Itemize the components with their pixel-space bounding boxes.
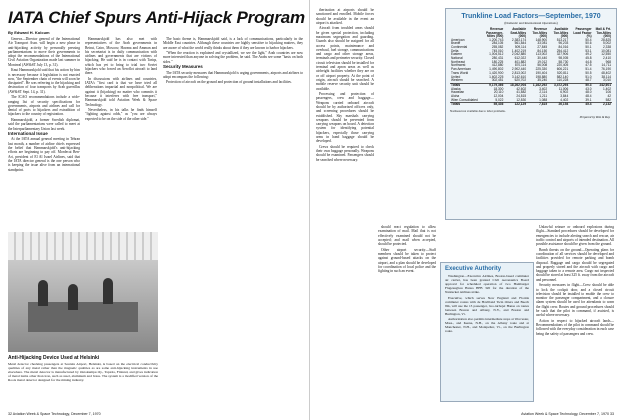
- table-cell: 38,114: [601, 74, 611, 79]
- table-cell: 20,110: [493, 90, 504, 95]
- table-cell: 41,882: [516, 90, 527, 95]
- paragraph: Other airport security—Staff members should be taken to protect against ground-based attacks on the airport, and a plan should be developed for coordination of local police and the fighting in such an event.: [378, 247, 436, 274]
- paragraph: Action in respect to hijacked aircraft lands—Recommendations of the pilot in command should be followed with the everyday consideration in each case being the safety of passengers and crew.: [536, 318, 614, 336]
- right-column-3: [536, 225, 614, 405]
- table-cell: 6,902: [560, 90, 569, 95]
- table-cell: 745,010: [491, 48, 504, 53]
- table-cell: 870,114: [514, 63, 527, 68]
- table-cell: 26,154: [548, 103, 569, 107]
- table-cell: 48,402: [601, 70, 611, 75]
- article-headline: IATA Chief Spurs Anti-Hijack Program: [8, 8, 305, 27]
- table-cell: 284,105: [491, 41, 504, 46]
- table-cell: 45.8: [585, 56, 592, 61]
- table-cell: 968: [605, 59, 611, 64]
- table-cell: 401,882: [514, 59, 527, 64]
- table-cell: 10,081: [601, 48, 611, 53]
- article-byline: By Edward H. Kolcum: [8, 30, 50, 35]
- paragraph: The IATA security measures that Hammarskjold is urging governments, airports and airlines to adopt encompass the following:: [163, 70, 303, 79]
- table-cell: 302,451: [491, 78, 504, 83]
- paragraph: Hammarskjold has also met with representatives of the Arab governments in Beirut, Cairo, Moscow, Havana and Amman and his secretariat is in daily communication with airlines and governments that are victims of hijacking. He said he is in contact with Tariqs, which has yet to bring to trial two Soviet hijackers who forced an Aeroflot aircraft to land there.: [85, 37, 157, 76]
- table-cell: 242,601: [593, 83, 612, 87]
- table-cell: 620,702: [514, 78, 527, 83]
- table-cell: United: [451, 74, 461, 79]
- paragraph: Crews should be required to check their own baggage personally. Weapons should be examined. Passengers should be searched where necessary.: [316, 144, 374, 162]
- table-cell: 50.6: [585, 41, 592, 46]
- person-figure: [68, 284, 78, 310]
- table-note: Northeast not available due to labor problems.: [450, 109, 506, 114]
- table-cell: 12,004: [493, 94, 504, 99]
- table-cell: Trans World: [451, 70, 469, 75]
- table-cell: Western: [451, 78, 463, 83]
- paragraph: Authorization also permits intermediate stops at Worcester, Mass., and Keene, N.H., on the Albany route and at Manchester, N.H., and Montpelier, Vt., on the Burlington route.: [445, 317, 529, 333]
- table-cell: 7,815: [527, 103, 548, 107]
- table-cell: 3,142,610: [511, 74, 527, 79]
- table-cell: 42: [607, 94, 611, 99]
- table-cell: 30,440: [537, 56, 548, 61]
- table-cell: 50.4: [585, 37, 592, 42]
- table-cell: 2,114: [539, 90, 548, 95]
- table-cell: 48.0: [585, 90, 592, 95]
- caption-text: Metal detector checking passengers at Seutula Airport, Helsinki, is based on the electrical conductivity qualities of any metal rather than the magnetic qualities as are some anti-hijacking instruments in use elsewhere. The metal detector is manufactured by Outokumpu Oy., Tapiola, Finland, and gives indication of metal items other than iron, such as steel, aluminum and brass. The system is a modified version of the Roots metal detector designed for the mining industry.: [8, 362, 158, 383]
- table-cell: 28,825: [601, 37, 611, 42]
- table-cell: 55,436: [479, 103, 505, 107]
- paragraph: The basic theme is, Hammarskjold said, is a lack of communications, particularly in the Middle East countries. Although these countries are highly sensitive to hijacking matters, they are aware of what the world really thinks about them if they are known to harbor hijackers.: [163, 37, 303, 50]
- table-cell: Continental: [451, 44, 468, 49]
- table-cell: 43.0: [585, 86, 592, 91]
- paragraph: Security measures in flight—Crew should be able to lock the cockpit door, and a closed circuit television should be installed to enable the crew to monitor the passenger compartment, and a closure alarm system should be used for attendants to warn the flight crew. Routes and ground procedures should be such that the pilot in command, if assisted, is useful where necessary.: [536, 283, 614, 318]
- table-cell: 2,902,440: [511, 67, 527, 72]
- table-header-cell: Passenger Load Factor (%): [573, 27, 592, 38]
- table-cell: 255,082: [491, 44, 504, 49]
- paragraph: Executive, which serves New England and Florida commuter routes with de Havilland Twin Otters and Beech 99s, will use the 13 passenger, two-turbojet Hansa on routes between Boston and Albany, N.Y., and Boston and Burlington, Vt.: [445, 295, 529, 316]
- table-cell: 33,081: [537, 41, 548, 46]
- table-cell: 39.1: [585, 97, 592, 102]
- table-cell: 45.4: [569, 103, 592, 107]
- table-cell: 42,602: [516, 86, 527, 91]
- table-cell: Northwest: [451, 63, 466, 68]
- table-cell: 582,140: [556, 74, 569, 79]
- table-cell: Pan American: [451, 67, 471, 72]
- table-cell: National: [451, 56, 463, 61]
- table-cell: 2,410: [603, 56, 611, 61]
- table-cell: 2,338: [603, 44, 611, 49]
- table-cell: 280,431: [491, 56, 504, 61]
- paragraph: At the IATA annual general meeting in Tehran last month, a number of airline chiefs expressed the belief that Hammarskjold's anti-hijacking efforts are beginning to pay off. Mordecai Ben-Ari, president of El Al Israel Airlines, said that the IATA director general is the one person who is keeping the issue alive from an international standpoint.: [8, 137, 80, 172]
- table-cell: 1,211: [539, 94, 548, 99]
- table-cell: 12,550: [601, 52, 611, 57]
- table-cell: 1,602,225: [489, 74, 504, 79]
- caption-title: Anti-Hijacking Device Used at Helsinki: [8, 355, 100, 361]
- table-cell: 1,162,292: [527, 83, 548, 87]
- table-cell: 49.2: [585, 52, 592, 57]
- sidebar-text: [441, 274, 533, 333]
- table-cell: 44.8: [585, 59, 592, 64]
- paragraph: Processing and protection of passengers, crew and baggage—Weapons carried onboard aircraft should be by authorized officers only, and screening procedures should be established. Sky marshals carrying weapons should be prevented from carrying weapons on board. A detection system for identifying potential hijackers, especially those carrying arms in hand baggage should be developed.: [316, 92, 374, 144]
- table-cell: 27,845: [537, 44, 548, 49]
- table-cell: American: [451, 37, 465, 42]
- table-cell: 612,022: [514, 56, 527, 61]
- table-cell: 1,088: [539, 97, 548, 102]
- table-title: Trunkline Load Factors—September, 1970: [461, 13, 601, 20]
- table-cell: 110,228: [556, 78, 569, 83]
- table-cell: 76,190: [601, 67, 611, 72]
- table-cell: Braniff: [451, 41, 461, 46]
- table-cell: 5,022: [495, 97, 504, 102]
- paragraph: Aircraft from troubled areas should be given special protection, including maximum segregation and guarding. Guards also should be assigned for all access points, maintenance and overhaul, fuel storage, communications and cargo and other storage areas, terminals and perimeter security. Closed circuit television should be installed for terminal and apron areas as well as airfreight facilities whether they are on or off airport property. At the point of origin, aircraft should be searched. A mobile reserve security unit should be available.: [316, 26, 374, 91]
- table-header-cell: Revenue Ton-Miles (000): [532, 27, 548, 38]
- table-cell: 3,010: [603, 78, 611, 83]
- left-column-2: [85, 37, 157, 122]
- table-header-cell: Available Seat-Miles (000): [510, 27, 527, 38]
- table-cell: 561,844: [514, 41, 527, 46]
- right-column-2: [378, 225, 436, 405]
- section-subhead: International Issue: [8, 130, 48, 136]
- executive-authority-sidebar: [440, 262, 534, 402]
- table-cell: 220,405: [556, 63, 569, 68]
- table-cell: 35,240: [537, 78, 548, 83]
- table-cell: 2,042,880: [511, 52, 527, 57]
- table-cell: 1,402: [603, 86, 611, 91]
- load-factors-table: [450, 28, 612, 107]
- section-subhead: Security Measures: [163, 64, 203, 70]
- table-cell: 4,402: [560, 97, 569, 102]
- table-cell: Aloha: [451, 94, 460, 99]
- table-cell: 14,711: [601, 63, 611, 68]
- table-cell: 96,203: [558, 41, 569, 46]
- paragraph: Washington—Executive Airlines, Boston-based commuter air carrier, has been granted Civil Aeronautics Board approval for scheduled operation of two Hamburger Flugzeugbau Hansa HFB 320 for the duration of the Nantucket Airlines strike.: [445, 274, 529, 294]
- table-cell: 50.5: [585, 70, 592, 75]
- table-cell: 412,880: [491, 63, 504, 68]
- paragraph: The ICAO recommendations include a wide-ranging list of security specifications for governments, airports and airlines and call for denial of ports to hijackers and extradition of hijackers to the country of registration.: [8, 95, 80, 117]
- table-cell: 190,404: [535, 70, 548, 75]
- table-cell: 9,179,366: [479, 83, 505, 87]
- helsinki-airport-photo: [8, 232, 158, 352]
- table-cell: 113,002: [535, 52, 548, 57]
- table-cell: 19,012: [537, 59, 548, 64]
- table-cell: 3,472,294: [548, 83, 569, 87]
- table-header-row: [450, 28, 612, 39]
- table-cell: 48.4: [585, 94, 592, 99]
- table-cell: Eastern: [451, 52, 462, 57]
- table-cell: 513,217: [556, 37, 569, 42]
- table-cell: 58,730: [558, 59, 569, 64]
- table-cell: 18,300: [493, 86, 504, 91]
- table-subtitle: (Domestic and International Operations): [504, 21, 558, 25]
- table-cell: Hawaiian: [451, 90, 465, 95]
- table-cell: 148,900: [535, 37, 548, 42]
- table-cell: 84,150: [537, 48, 548, 53]
- table-cell: 50.3: [569, 83, 592, 87]
- table-cell: 84,016: [558, 44, 569, 49]
- paragraph: Bomb threats on the ground—Operating plans for coordination of all services should be developed and facilities provided for remote parking and bomb disposal. Baggage and cargo should be segregated and properly stored and the aircraft with cargo and baggage taken to a remote area. Cargo not inspected should be stored at least 325 ft. away from the aircraft and personnel.: [536, 247, 614, 282]
- table-cell: 2,383,174: [511, 37, 527, 42]
- right-page: [310, 0, 620, 420]
- person-figure: [103, 278, 113, 304]
- paragraph: Nevertheless, in his talks he finds himself "fighting against odds," as "you are always expected to be on the side of the other side.": [85, 108, 157, 121]
- table-cell: 1,200,743: [489, 37, 504, 42]
- table-cell: Delta: [451, 48, 459, 53]
- paragraph: Protection of aircraft on the ground and protection of ground installations and facilities.: [166, 80, 292, 85]
- table-cell: Alaska: [451, 86, 461, 91]
- table-cell: 198,880: [535, 74, 548, 79]
- sidebar-title: Executive Authority: [445, 266, 502, 272]
- table-cell: 2,813,002: [511, 70, 527, 75]
- paragraph: therization at airports should be sanctioned and enrolled. Mobile forces should be available in the event an airport is attacked.: [316, 8, 374, 25]
- table-header-cell: [450, 28, 479, 39]
- table-cell: 3,402: [539, 86, 548, 91]
- table-cell: 582: [605, 97, 611, 102]
- table-cell: 180,225: [491, 59, 504, 64]
- paragraph: Unlawful seizure or onboard explosions during flight—Standard procedures should be developed for emergencies to include alerting search and rescue, air traffic control and airports of intended destination. All possible assistance should be given from the ground.: [536, 225, 614, 247]
- table-cell: 56,008: [537, 63, 548, 68]
- paragraph: Hammarskjold, a former Swedish diplomat, said the parliamentarians were called to meet at the Interparliamentary Union last week.: [8, 117, 80, 131]
- table-cell: 98,005: [558, 56, 569, 61]
- person-figure: [38, 280, 48, 306]
- table-cell: 254,412: [556, 48, 569, 53]
- table-cell: 5,002: [603, 41, 611, 46]
- right-column-1: [316, 8, 374, 408]
- table-cell: 3,844: [560, 94, 569, 99]
- paragraph: Knut Hammarskjold said that his action by him is necessary because it legislation is not enacted now, "the September chain of events will soon be dissipated". He was referring to the hijacking and destruction of four transports by Arab guerrillas (AW&ST Sept. 14, p. 31).: [8, 68, 80, 94]
- page-footer: Aviation Week & Space Technology, December 7, 1970 33: [521, 412, 614, 416]
- table-cell: 18,262,004: [504, 83, 527, 87]
- table-cell: 24,815: [516, 94, 527, 99]
- paragraph: In discussions with airlines and countries, IATA's "first card is that we have tried all deliberations impartial and nonpolitical. We are against it (hijacking) no matter who commits it because it interferes with free transport," Hammarskjold told Aviation Week & Space Technology.: [85, 76, 157, 107]
- table-cell: 11,006: [558, 86, 569, 91]
- table-cell: Totals: [450, 103, 479, 107]
- table-cell: Totals: [450, 83, 479, 87]
- table-header-cell: Revenue Passenger-Miles (000): [486, 27, 504, 38]
- table-cell: Northeast: [451, 59, 465, 64]
- paragraph: "When the reaction is explained and crystallized, we see the light," Arab countries are now more interested than anyone in solving the problem, he said. The Arabs see some "basis on both sides.": [163, 51, 303, 64]
- photo-caption: [8, 355, 158, 382]
- table-cell: 12,830: [516, 97, 527, 102]
- table-cell: 53.1: [585, 48, 592, 53]
- page-footer: 32 Aviation Week & Space Technology, December 7, 1970: [8, 412, 101, 416]
- table-cell: 1,004,512: [489, 52, 504, 57]
- paragraph: Geneva—Director general of the International Air Transport Assn. will begin a new phase in anti-hijacking activity by personally pressing parliamentarians to move their governments to adopt the recommendations of the International Civil Aviation Organization made last summer in Montreal (AW&ST July 13, p. 31).: [8, 37, 80, 67]
- table-cell: 520,811: [556, 70, 569, 75]
- table-cell: 2,132: [593, 103, 612, 107]
- table-cell: 50.1: [585, 44, 592, 49]
- table-cell: 51.0: [585, 74, 592, 79]
- load-factors-table-box: [445, 8, 617, 220]
- table-cell: 606,221: [556, 67, 569, 72]
- table-header-cell: Available Ton-Miles (000): [553, 27, 569, 38]
- table-cell: 47.5: [585, 63, 592, 68]
- left-column-3: [163, 37, 303, 407]
- table-cell: 106: [605, 90, 611, 95]
- table-header-cell: Mail & Frt. Ton-Miles (000): [595, 27, 611, 38]
- table-cell: Wien Consolidated: [451, 97, 478, 102]
- table-cell: 122,129: [504, 103, 527, 107]
- left-column-1: [8, 37, 80, 173]
- table-cell: 1,402,219: [511, 48, 527, 53]
- table-cell: 1,490,802: [489, 67, 504, 72]
- table-cell: 327,906: [556, 52, 569, 57]
- table-cell: 1,420,900: [489, 70, 504, 75]
- table-cell: 51.4: [585, 67, 592, 72]
- paragraph: should react regulation to allow examination of mail. Mail that is not effectively examined should not be accepted; and mail when accepted, should be protected.: [378, 225, 436, 247]
- table-cell: 48.7: [585, 78, 592, 83]
- table-cell: 225,330: [535, 67, 548, 72]
- table-credit: Prepared by Ritz & Ray: [579, 115, 610, 120]
- table-cell: 509,114: [514, 44, 527, 49]
